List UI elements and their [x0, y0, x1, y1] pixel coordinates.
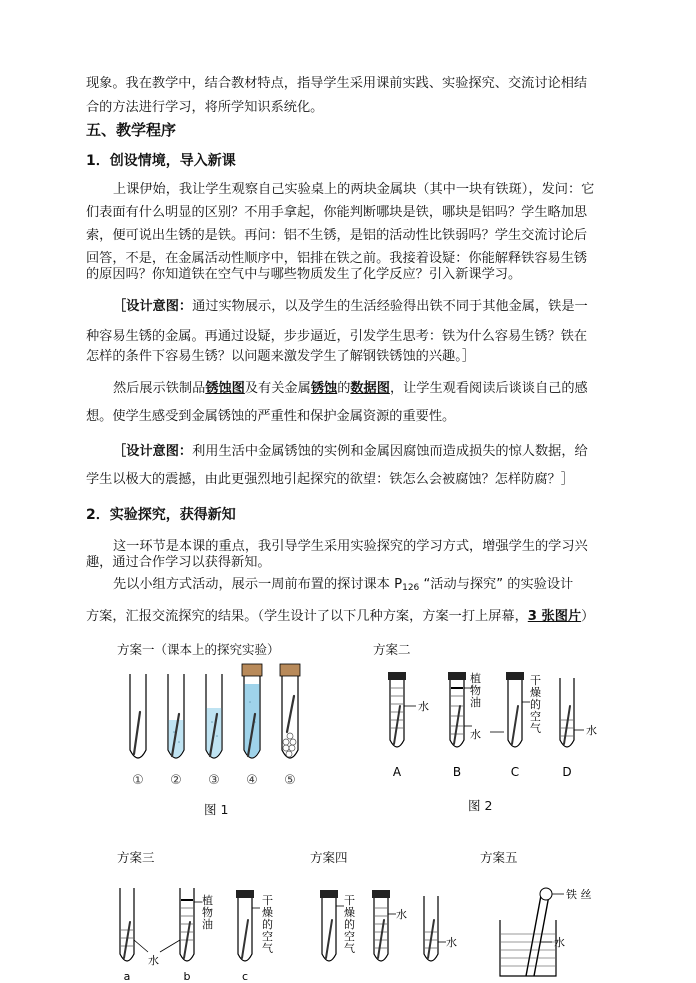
para2b-pre: 方案，汇报交流探究的结果。（学生设计了以下几种方案，方案一打上屏幕，	[86, 609, 528, 624]
page-number-sub: 126	[402, 583, 420, 593]
tube-A-stopper	[388, 672, 406, 680]
plan4-air-char-2: 燥	[344, 906, 355, 919]
plan2-oil-char-3: 油	[470, 696, 481, 709]
tube-letter-b: b	[183, 970, 191, 983]
tube-letter-C: C	[510, 765, 520, 779]
figure-3-test-tubes	[112, 880, 292, 983]
tube-letter-c: c	[241, 970, 249, 983]
tube-label-5: ⑤	[284, 773, 296, 788]
design-intent-2-text-a: 利用生活中金属锈蚀的实例和金属因腐蚀而造成损失的惊人数据，给	[192, 444, 588, 459]
section-2-title: 2．实验探究，获得新知	[86, 507, 236, 523]
plan-2-title: 方案二	[373, 642, 411, 657]
tube-5-stopper	[280, 664, 300, 676]
para2-mid: 及有关金属	[244, 381, 311, 396]
figure-5-beaker	[490, 880, 620, 983]
plan3-air-char-4: 空	[262, 930, 273, 943]
design-intent-2-label: ［设计意图：	[113, 444, 193, 459]
design-intent-2-line-1	[113, 442, 588, 462]
plan2-air-char-1: 干	[530, 674, 541, 687]
inverted-tube	[526, 890, 542, 976]
plan2-water-label-a: 水	[418, 700, 429, 713]
plan3-oil-char-1: 植	[202, 894, 213, 907]
plan3-oil-char-3: 油	[202, 918, 213, 931]
para2-post2: ，让学生观看阅读后谈谈自己的感	[389, 381, 588, 396]
intro-line-2: 合的方法进行学习，将所学知识系统化。	[86, 100, 324, 115]
figure-4-test-tubes	[312, 880, 462, 983]
figure-2-caption: 图 2	[468, 798, 493, 813]
tube-label-3: ③	[208, 773, 220, 788]
plan2-air-char-3: 的	[530, 698, 541, 711]
three-images-link[interactable]: 3 张图片	[527, 609, 582, 624]
nail-1	[134, 712, 140, 754]
figure-1-test-tubes	[120, 662, 320, 792]
sec1-para1-line-3: 索，便可说出生锈的是铁。再问：铝不生锈，是铝的活动性比铁弱吗？学生交流讨论后	[86, 228, 588, 243]
tube-label-4: ④	[246, 773, 258, 788]
tube-4-stopper	[242, 664, 262, 676]
plan-1-title: 方案一（课本上的探究实验）	[117, 642, 280, 657]
para2-pre: 然后展示铁制品	[113, 381, 206, 396]
tube-letter-B: B	[452, 765, 462, 779]
section-5-title: 五、教学程序	[86, 121, 177, 139]
plan2-water-label-d: 水	[586, 724, 597, 737]
para2a-pre: 先以小组方式活动，展示一周前布置的探讨课本 P	[113, 577, 403, 592]
plan5-wire-label: 铁 丝	[566, 888, 592, 901]
design-intent-2-line-2: 学生以极大的震撼，由此更强烈地引起探究的欲望：铁怎么会被腐蚀？怎样防腐？］	[86, 472, 574, 487]
plan-4-title: 方案四	[310, 850, 348, 865]
tube-label-1: ①	[132, 773, 144, 788]
tube-1	[130, 674, 146, 758]
design-intent-1-text-a: 通过实物展示，以及学生的生活经验得出铁不同于其他金属，铁是一	[192, 299, 588, 314]
tube-letter-A: A	[392, 765, 402, 779]
plan2-oil-char-2: 物	[470, 684, 481, 697]
sec1-para1-line-4: 回答，不是，在金属活动性顺序中，铝排在铁之前。我接着设疑：你能解释铁容易生锈	[86, 251, 588, 266]
design-intent-1-line-3: 怎样的条件下容易生锈？以问题来激发学生了解钢铁锈蚀的兴趣。］	[86, 349, 476, 364]
plan3-oil-char-2: 物	[202, 906, 213, 919]
plan2-oil-char-1: 植	[470, 672, 481, 685]
plan4-air-char-3: 的	[344, 918, 355, 931]
sec1-para2-line-2: 想。使学生感受到金属锈蚀的严重性和保护金属资源的重要性。	[86, 409, 456, 424]
sec1-para1-line-2: 们表面有什么明显的区别？不用手拿起，你能判断哪块是铁，哪块是铝吗？学生略加思	[86, 205, 588, 220]
sec1-para1-line-1: 上课伊始，我让学生观察自己实验桌上的两块金属块（其中一块有铁斑），发问：它	[113, 182, 595, 197]
design-intent-1-label: ［设计意图：	[113, 299, 193, 314]
tube-letter-D: D	[562, 765, 572, 779]
rust-image-link[interactable]: 锈蚀图	[205, 381, 245, 396]
tube-C-stopper	[506, 672, 524, 680]
plan2-air-char-2: 燥	[530, 686, 541, 699]
para2-post1: 的	[337, 381, 351, 396]
tube-B-stopper	[448, 672, 466, 680]
design-intent-1-line-1	[113, 297, 588, 317]
plan3-water-label: 水	[148, 954, 159, 967]
plan-3-title: 方案三	[117, 850, 155, 865]
plan-5-title: 方案五	[480, 850, 518, 865]
data-chart-link[interactable]: 数据图	[350, 381, 390, 396]
plan4-air-char-1: 干	[344, 894, 355, 907]
para2b-post: ）	[581, 609, 595, 624]
iron-wire-coil	[540, 888, 552, 900]
sec1-para2-line-1	[113, 379, 588, 399]
rust-text-link[interactable]: 锈蚀	[310, 381, 338, 396]
plan4-air-char-4: 空	[344, 930, 355, 943]
design-intent-1-line-2: 种容易生锈的金属。再通过设疑，步步逼近，引发学生思考：铁为什么容易生锈？铁在	[86, 329, 588, 344]
plan4-water-label-1: 水	[396, 908, 407, 921]
figure-2-test-tubes	[380, 662, 610, 787]
plan2-water-label-b: 水	[470, 728, 481, 741]
sec2-para2-line-2	[86, 607, 594, 627]
section-1-title: 1．创设情境，导入新课	[86, 153, 236, 169]
plan4-air-char-5: 气	[344, 942, 355, 955]
para2a-post: “活动与探究” 的实验设计	[419, 577, 574, 592]
tube-4-water	[245, 684, 260, 758]
plan2-air-char-4: 空	[530, 710, 541, 723]
plan3-air-char-3: 的	[262, 918, 273, 931]
tube-letter-a: a	[123, 970, 131, 983]
sec2-para2-line-1	[113, 575, 573, 598]
nail-5	[287, 696, 294, 732]
plan3-air-char-1: 干	[262, 894, 273, 907]
plan2-air-char-5: 气	[530, 722, 541, 735]
sec1-para1-line-5: 的原因吗？你知道铁在空气中与哪些物质发生了化学反应？引入新课学习。	[86, 267, 522, 282]
figure-1-caption: 图 1	[204, 802, 229, 817]
intro-line-1: 现象。我在教学中，结合教材特点，指导学生采用课前实践、实验探究、交流讨论相结	[86, 76, 588, 91]
plan3-air-char-2: 燥	[262, 906, 273, 919]
plan4-water-label-2: 水	[446, 936, 457, 949]
plan3-air-char-5: 气	[262, 942, 273, 955]
sec2-para1-line-1: 这一环节是本课的重点，我引导学生采用实验探究的学习方式，增强学生的学习兴	[113, 539, 588, 554]
plan5-water-label: 水	[554, 936, 565, 949]
sec2-para1-line-2: 趣，通过合作学习以获得新知。	[86, 555, 271, 570]
tube-label-2: ②	[170, 773, 182, 788]
